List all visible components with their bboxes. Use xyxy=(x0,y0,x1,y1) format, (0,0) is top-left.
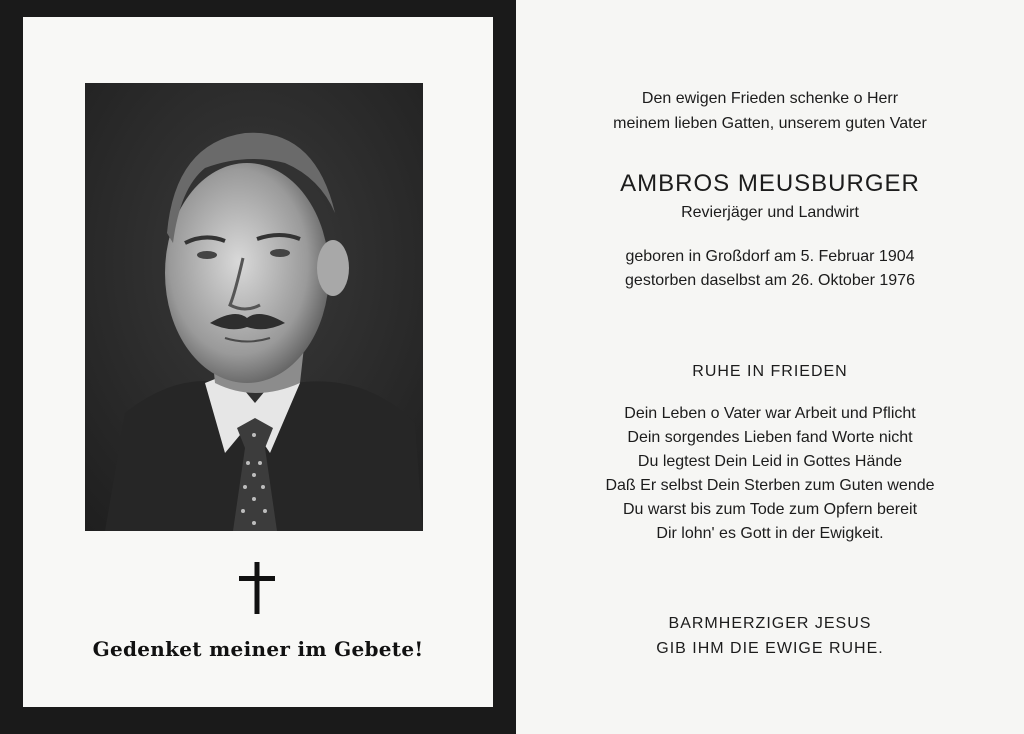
poem-line: Du legtest Dein Leid in Gottes Hände xyxy=(637,453,903,470)
poem-line: Du warst bis zum Tode zum Opfern bereit xyxy=(622,501,918,518)
poem-line: Dein Leben o Vater war Arbeit und Pflicht xyxy=(624,405,916,422)
card-front-paper xyxy=(23,17,493,707)
death-line: gestorben daselbst am 26. Oktober 1976 xyxy=(625,272,915,289)
prayer-line-1: BARMHERZIGER JESUS xyxy=(668,615,872,632)
intro-line-1: Den ewigen Frieden schenke o Herr xyxy=(641,90,899,107)
portrait-illustration xyxy=(85,83,423,531)
portrait-photo xyxy=(85,83,423,531)
poem-line: Dir lohn' es Gott in der Ewigkeit. xyxy=(656,525,884,542)
birth-line: geboren in Großdorf am 5. Februar 1904 xyxy=(625,248,915,265)
poem-line: Dein sorgendes Lieben fand Worte nicht xyxy=(627,429,913,446)
deceased-occupation: Revierjäger und Landwirt xyxy=(681,204,859,221)
intro-line-2: meinem lieben Gatten, unserem guten Vater xyxy=(613,115,927,132)
prayer-line-2: GIB IHM DIE EWIGE RUHE. xyxy=(656,640,884,657)
poem-line: Daß Er selbst Dein Sterben zum Guten wende xyxy=(605,477,935,494)
deceased-name: AMBROS MEUSBURGER xyxy=(620,170,920,197)
latin-cross-icon xyxy=(235,562,279,614)
remembrance-caption: Gedenket meiner im Gebete! xyxy=(92,637,424,661)
rest-in-peace-heading: RUHE IN FRIEDEN xyxy=(692,363,848,380)
card-text-panel xyxy=(516,0,1024,734)
